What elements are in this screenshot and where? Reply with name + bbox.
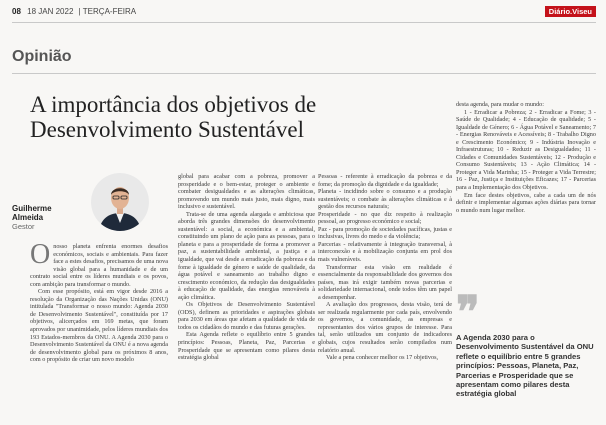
paragraph: Com esse propósito, está em vigor desde 2016 a resolução da Organização das Nações Unidas (ONU) intitulada "Transformar o nosso mundo: Agenda 2030 de Desenvolvimento Sustentável", constituída por 17 objetivos, alicerçados em 169 metas, que foram aprovados por unanimidade, pelos líderes mundiais dos 193 Estados-membros da ONU. A Agenda 2030 para o Desenvolvimento Sustentável da ONU é a nova agenda de desenvolvimento global para os próximos 8 anos, com o propósito de criar um novo modelo [30,288,168,364]
article-column-1 [30,239,168,364]
header-divider [12,22,596,23]
quote-icon: ❞ [456,288,476,337]
article-column-3 [318,173,452,362]
page-header [12,7,596,21]
paragraph: Trata-se de uma agenda alargada e ambiciosa que aborda três grandes dimensões do desenvolvimento sustentável: a social, a económica e a ambiental, constituindo um plano de ação para as pessoas, para o planeta e para a prosperidade de forma a promover a paz, a sustentabilidade ambiental, a justiça e a igualdade, que vai desde a erradicação da pobreza e da fome à igualdade de género e saúde de qualidade, da água potável e saneamento ao trabalho digno e crescimento económico, da redução das desigualdades à educação de qualidade, das energias renováveis à ação climática. [178,210,315,301]
article-column-2 [178,173,315,362]
page-number: 08 [12,7,21,16]
section-label: Opinião [12,48,72,65]
paragraph: Vale a pena conhecer melhor os 17 objetivos, [326,354,439,362]
paragraph: Em face destes objetivos, cabe a cada um de nós definir e implementar algumas ações diárias para tornar o mundo num lugar melhor. [456,191,596,214]
section-divider [12,73,596,74]
drop-cap: O [30,239,51,270]
paragraph: A avaliação dos progressos, desta visão, terá de ser realizada regularmente por cada país, envolvendo os governos, a comunidade, as empresas e representantes dos vários grupos de interesse. Para tal, serão utilizados um conjunto de indicadores globais, cujos resultados serão compilados num relatório anual. [318,301,452,354]
issue-date: 18 JAN 2022 [27,7,74,16]
author-role: Gestor [12,222,35,231]
article-column-4 [456,101,596,214]
author-portrait-icon [91,173,149,231]
paragraph: global para acabar com a pobreza, promover a prosperidade e o bem-estar, proteger o ambiente e combater desigualdades e as alterações climáticas, promovendo um mundo mais justo, mais digno, mais inclusivo e sustentável. [178,173,315,211]
paragraph: Os Objetivos de Desenvolvimento Sustentável (ODS), definem as prioridades e aspirações globais para 2030 em áreas que afetam a qualidade de vida de todos os cidadãos do mundo e das futuras gerações. [178,301,315,331]
paragraph: desta agenda, para mudar o mundo: [456,101,544,108]
paragraph: Planeta - incidindo sobre o consumo e a produção sustentáveis; o combate às alterações climáticas e à gestão dos recursos naturais; [318,188,452,211]
paragraph: 1 - Erradicar a Pobreza; 2 - Erradicar a Fome; 3 - Saúde de Qualidade; 4 - Educação de qualidade; 5 - Igualdade de Género; 6 - Água Potável e Saneamento; 7 - Energias Renováveis e Acessíveis; 8 - Trabalho Digno e Crescimento Económico; 9 - Indústria Inovação e Infraestruturas; 10 - Reduzir as Desigualdades; 11 - Cidades e Comunidades Sustentáveis; 12 - Produção e Consumo Sustentáveis; 13 - Ação Climática; 14 - Proteger a Vida Marinha; 15 - Proteger a Vida Terrestre; 16 - Paz, Justiça e Instituições Eficazes; 17 - Parcerias para a Implementação dos Objetivos. [456,108,596,192]
paragraph: Pessoas - referente à erradicação da pobreza e da fome; da promoção da dignidade e da igualdade; [318,173,452,188]
paragraph: Paz - para promoção de sociedades pacíficas, justas e inclusivas, livres do medo e da violência; [318,225,452,241]
paragraph: Parcerias - relativamente à integração transversal, à interconexão e à mobilização conjunta em prol dos mais vulneráveis. [318,240,452,264]
paragraph: Prosperidade - no que diz respeito à realização pessoal, ao progresso económico e social; [318,210,452,226]
paragraph: Transformar esta visão em realidade é essencialmente da responsabilidade dos governos dos países, mas irá exigir também novas parcerias e solidariedade internacional, onde todos têm um papel a desempenhar. [318,263,452,301]
author-photo [91,173,149,231]
newspaper-logo: Diário.Viseu [545,6,596,17]
pull-quote: A Agenda 2030 para o Desenvolvimento Sustentável da ONU reflete o equilíbrio entre 5 grandes princípios: Pessoas, Planeta, Paz, Parcerias e Prosperidade que se apresentam como pilares desta estratégia global [456,333,594,399]
author-name: Guilherme Almeida [12,204,52,222]
paragraph: Esta Agenda reflete o equilíbrio entre 5 grandes princípios: Pessoas, Planeta, Paz, Parcerias e Prosperidade que se apresentam como pilares desta estratégia global [178,331,315,362]
issue-weekday: | TERÇA-FEIRA [78,7,137,16]
paragraph: Onosso planeta enfrenta enormes desafios económicos, sociais e ambientais. Para fazer face a estes desafios, precisamos de uma nova visão global para a humanidade e de um contrato social entre os líderes mundiais e os povos, com ambição para transformar o mundo. [30,239,168,288]
article-title: A importância dos objetivos de Desenvolvimento Sustentável [30,92,317,142]
